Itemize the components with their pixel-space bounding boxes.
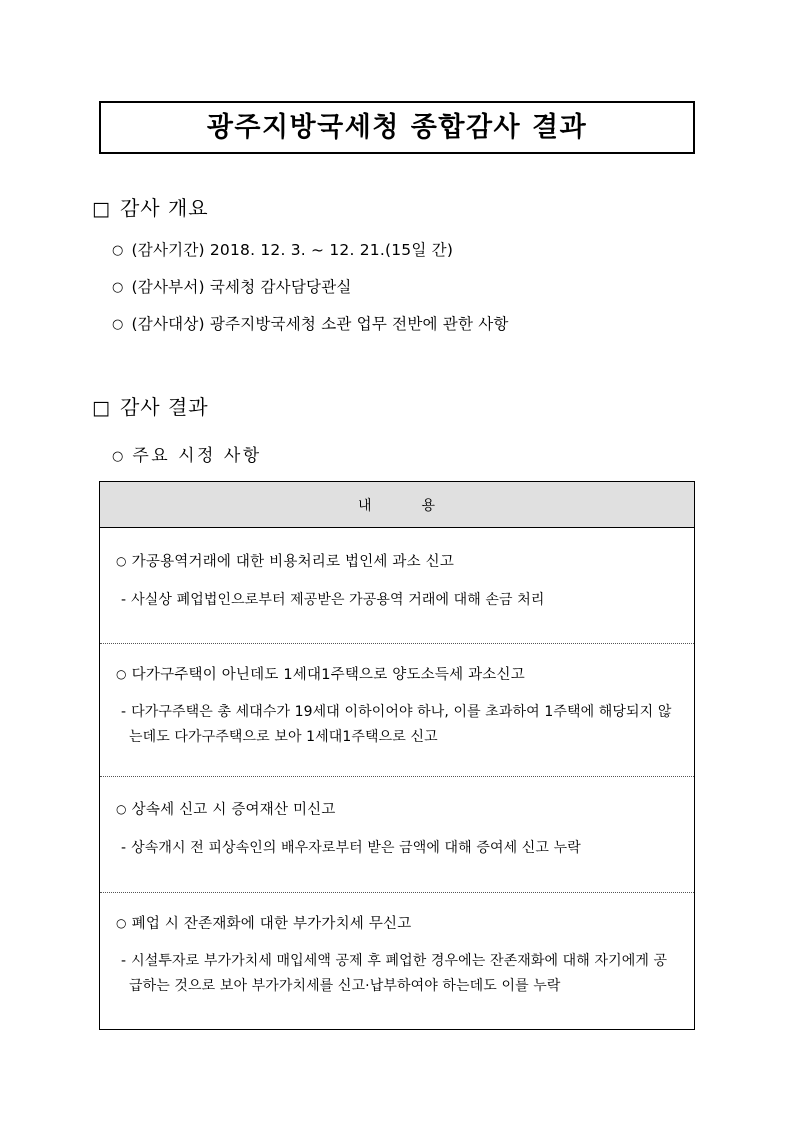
overview-item-text: (감사대상) 광주지방국세청 소관 업무 전반에 관한 사항	[131, 315, 509, 333]
circle-bullet-icon: ○	[112, 280, 124, 295]
table-header-row	[100, 482, 694, 528]
table-row-title	[116, 917, 680, 932]
result-subheading-label: 주요 시정 사항	[132, 446, 262, 466]
table-row-detail	[121, 949, 680, 999]
circle-bullet-icon: ○	[112, 449, 124, 464]
table-row-detail-text: 시설투자로 부가가치세 매입세액 공제 후 폐업한 경우에는 잔존재화에 대해 자기에게 공급하는 것으로 보아 부가가치세를 신고·납부하여야 하는데도 이를 누락	[129, 953, 668, 994]
table-row-title	[116, 803, 680, 818]
list-item	[112, 243, 453, 259]
table-row-detail-text: 사실상 폐업법인으로부터 제공받은 가공용역 거래에 대해 손금 처리	[131, 591, 545, 608]
page-title: 광주지방국세청 종합감사 결과	[206, 112, 588, 143]
table-row-title	[116, 668, 680, 683]
dash-bullet-icon: -	[121, 591, 127, 608]
square-bullet-icon: □	[92, 198, 111, 220]
table-row-detail	[121, 836, 680, 861]
table-row-title-text: 다가구주택이 아닌데도 1세대1주택으로 양도소득세 과소신고	[131, 666, 525, 683]
circle-bullet-icon: ○	[116, 915, 127, 930]
table-row	[100, 893, 694, 1030]
circle-bullet-icon: ○	[112, 317, 124, 332]
circle-bullet-icon: ○	[116, 666, 127, 681]
dash-bullet-icon: -	[121, 953, 127, 969]
square-bullet-icon: □	[92, 397, 111, 419]
table-row-title-text: 폐업 시 잔존재화에 대한 부가가치세 무신고	[131, 915, 412, 932]
section-heading-overview	[92, 198, 209, 219]
dash-bullet-icon: -	[121, 704, 127, 720]
list-item	[112, 317, 509, 333]
list-item	[112, 280, 352, 296]
table-row-detail-text: 다가구주택은 총 세대수가 19세대 이하이어야 하나, 이를 초과하여 1주택에 해당되지 않는데도 다가구주택으로 보아 1세대1주택으로 신고	[129, 704, 672, 745]
overview-item-text: (감사기간) 2018. 12. 3. ~ 12. 21.(15일 간)	[131, 241, 454, 259]
table-row-title-text: 상속세 신고 시 증여재산 미신고	[131, 802, 336, 818]
document-title-box	[99, 101, 695, 154]
table-header-content-label: 내 용	[357, 497, 437, 514]
table-row	[100, 777, 694, 893]
table-row	[100, 528, 694, 644]
circle-bullet-icon: ○	[116, 554, 127, 568]
overview-item-text: (감사부서) 국세청 감사담당관실	[131, 278, 352, 296]
circle-bullet-icon: ○	[112, 243, 124, 258]
dash-bullet-icon: -	[121, 839, 127, 856]
section-heading-result-label: 감사 결과	[119, 395, 209, 419]
main-content-table	[99, 481, 695, 1030]
section-heading-result	[92, 397, 209, 418]
table-row-detail	[121, 588, 680, 613]
table-row-detail-text: 상속개시 전 피상속인의 배우자로부터 받은 금액에 대해 증여세 신고 누락	[131, 839, 581, 856]
table-row	[100, 644, 694, 778]
table-row-detail	[121, 700, 680, 750]
result-subheading	[112, 448, 262, 465]
table-row-title	[116, 555, 680, 570]
table-row-title-text: 가공용역거래에 대한 비용처리로 법인세 과소 신고	[131, 554, 455, 570]
circle-bullet-icon: ○	[116, 802, 127, 816]
section-heading-overview-label: 감사 개요	[119, 196, 209, 220]
